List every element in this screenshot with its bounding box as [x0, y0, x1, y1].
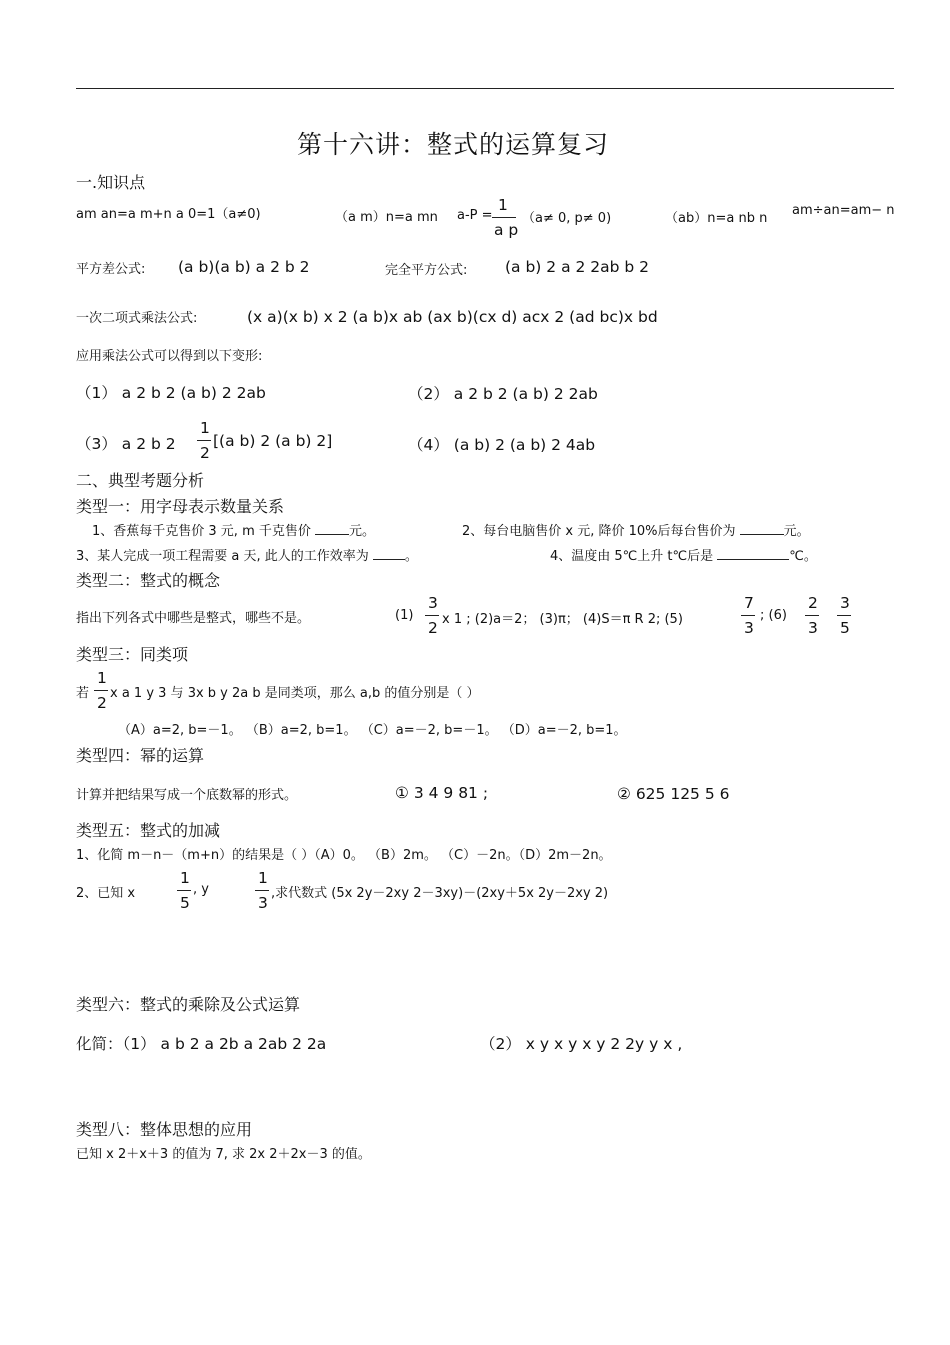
type8-heading: 类型八：整体思想的应用: [76, 1120, 253, 1139]
type3-heading: 类型三：同类项: [76, 645, 189, 664]
formula-negative-exp-num: 1: [498, 196, 508, 214]
type3-options: （A）a=2, b=－1。 （B）a=2, b=1。 （C）a=－2, b=－1。 （D）a=－2, b=1。: [118, 723, 627, 738]
type2-heading: 类型二：整式的概念: [76, 571, 221, 590]
formula-negative-exp-lhs: a-P =: [457, 208, 493, 223]
type1-q4-unit: ℃。: [789, 549, 817, 564]
type5-q2-y: , y: [193, 882, 209, 897]
fraction-bar: [255, 890, 269, 891]
perfect-square-label: 完全平方公式:: [385, 263, 468, 278]
type5-y-num: 1: [258, 869, 268, 887]
type5-x-num: 1: [180, 869, 190, 887]
fraction-bar: [805, 615, 819, 616]
variant-3-lhs: （3） a 2 b 2: [76, 435, 176, 453]
variant-3-half-num: 1: [200, 419, 210, 437]
type5-q2-expression: ,求代数式 (5x 2y－2xy 2－3xy)－(2xy＋5x 2y－2xy 2): [271, 886, 609, 901]
answer-blank: [717, 546, 789, 560]
type2-items: x 1 ; (2)a＝2； (3)π； (4)S＝π R 2; (5): [442, 612, 683, 627]
type2-item6-den2: 5: [840, 619, 850, 637]
type4-heading: 类型四：幂的运算: [76, 746, 205, 765]
type6-expr1: 化简：（1） a b 2 a 2b a 2ab 2 2a: [76, 1035, 327, 1053]
type1-q4-text: 4、温度由 5℃上升 t℃后是: [550, 549, 714, 564]
type3-question: x a 1 y 3 与 3x b y 2a b 是同类项，那么 a,b 的值分别是（ ）: [110, 686, 480, 701]
type2-item5-den: 3: [744, 619, 754, 637]
type1-q3-unit: 。: [404, 549, 418, 564]
variant-3-rhs: [(a b) 2 (a b) 2]: [213, 432, 333, 450]
type2-item6-den1: 3: [808, 619, 818, 637]
fraction-bar: [837, 615, 851, 616]
type2-item1-label: (1): [395, 608, 414, 623]
type2-item6-label: ; (6): [760, 608, 787, 623]
fraction-bar: [741, 615, 755, 616]
section1-heading: 一.知识点: [76, 173, 146, 192]
fraction-bar: [425, 615, 439, 616]
type5-y-den: 3: [258, 894, 268, 912]
header-rule: [76, 88, 894, 89]
formula-power-product: am an=a m+n a 0=1（a≠0): [76, 207, 261, 222]
variant-4: （4） (a b) 2 (a b) 2 4ab: [408, 436, 596, 454]
diff-squares-label: 平方差公式:: [76, 262, 146, 277]
type1-q1: [92, 520, 375, 539]
type1-q2: [462, 520, 810, 539]
type2-item6-num2: 3: [840, 594, 850, 612]
type1-q1-text: 1、香蕉每千克售价 3 元, m 千克售价: [92, 524, 311, 539]
fraction-bar: [177, 890, 191, 891]
type3-frac-den: 2: [97, 694, 107, 712]
type3-if: 若: [76, 686, 90, 701]
type2-item5-num: 7: [744, 594, 754, 612]
type1-q4: [550, 545, 817, 564]
type2-prompt: 指出下列各式中哪些是整式，哪些不是。: [76, 611, 311, 626]
type8-question: 已知 x 2＋x＋3 的值为 7, 求 2x 2＋2x－3 的值。: [76, 1147, 371, 1162]
type6-heading: 类型六：整式的乘除及公式运算: [76, 995, 301, 1014]
answer-blank: [315, 521, 349, 535]
fraction-bar: [492, 217, 516, 218]
type1-q2-text: 2、每台电脑售价 x 元, 降价 10%后每台售价为: [462, 524, 736, 539]
section2-heading: 二、典型考题分析: [76, 471, 205, 490]
type1-q3: [76, 545, 418, 564]
type5-heading: 类型五：整式的加减: [76, 821, 221, 840]
variant-3-half-den: 2: [200, 444, 210, 462]
type6-expr2: （2） x y x y x y 2 2y y x ,: [480, 1035, 683, 1053]
variants-label: 应用乘法公式可以得到以下变形:: [76, 349, 263, 364]
type5-x-den: 5: [180, 894, 190, 912]
type5-q2-lead: 2、已知 x: [76, 886, 136, 901]
answer-blank: [740, 521, 784, 535]
type2-frac-den: 2: [428, 619, 438, 637]
formula-power-power: （a m）n=a mn: [335, 210, 438, 225]
type4-expr2: ② 625 125 5 6: [617, 785, 730, 803]
answer-blank: [373, 546, 405, 560]
type1-q1-unit: 元。: [349, 524, 376, 539]
type1-heading: 类型一：用字母表示数量关系: [76, 497, 285, 516]
variant-1: （1） a 2 b 2 (a b) 2 2ab: [76, 384, 266, 402]
type2-frac-num: 3: [428, 594, 438, 612]
type2-item6-num1: 2: [808, 594, 818, 612]
formula-power-quotient: am÷an=am− n: [792, 203, 895, 218]
perfect-square-formula: (a b) 2 a 2 2ab b 2: [505, 258, 650, 276]
type3-frac-num: 1: [97, 669, 107, 687]
fraction-bar: [197, 440, 211, 441]
type4-prompt: 计算并把结果写成一个底数幂的形式。: [76, 788, 298, 803]
page-title: 第十六讲：整式的运算复习: [297, 130, 610, 159]
type4-expr1: ① 3 4 9 81 ;: [395, 784, 489, 802]
binomial-mult-label: 一次二项式乘法公式:: [76, 311, 198, 326]
type1-q3-text: 3、某人完成一项工程需要 a 天, 此人的工作效率为: [76, 549, 369, 564]
fraction-bar: [94, 690, 108, 691]
binomial-mult-formula: (x a)(x b) x 2 (a b)x ab (ax b)(cx d) acx 2 (ad bc)x bd: [247, 308, 658, 326]
variant-2: （2） a 2 b 2 (a b) 2 2ab: [408, 385, 598, 403]
formula-negative-exp-cond: （a≠ 0, p≠ 0): [522, 211, 612, 226]
formula-negative-exp-den: a p: [494, 221, 519, 239]
diff-squares-formula: (a b)(a b) a 2 b 2: [178, 258, 310, 276]
type5-q1: 1、化简 m－n－（m+n）的结果是（ ）（A）0。 （B）2m。 （C）－2n。（D）2m－2n。: [76, 848, 612, 863]
type1-q2-unit: 元。: [783, 524, 810, 539]
formula-product-power: （ab）n=a nb n: [665, 211, 768, 226]
